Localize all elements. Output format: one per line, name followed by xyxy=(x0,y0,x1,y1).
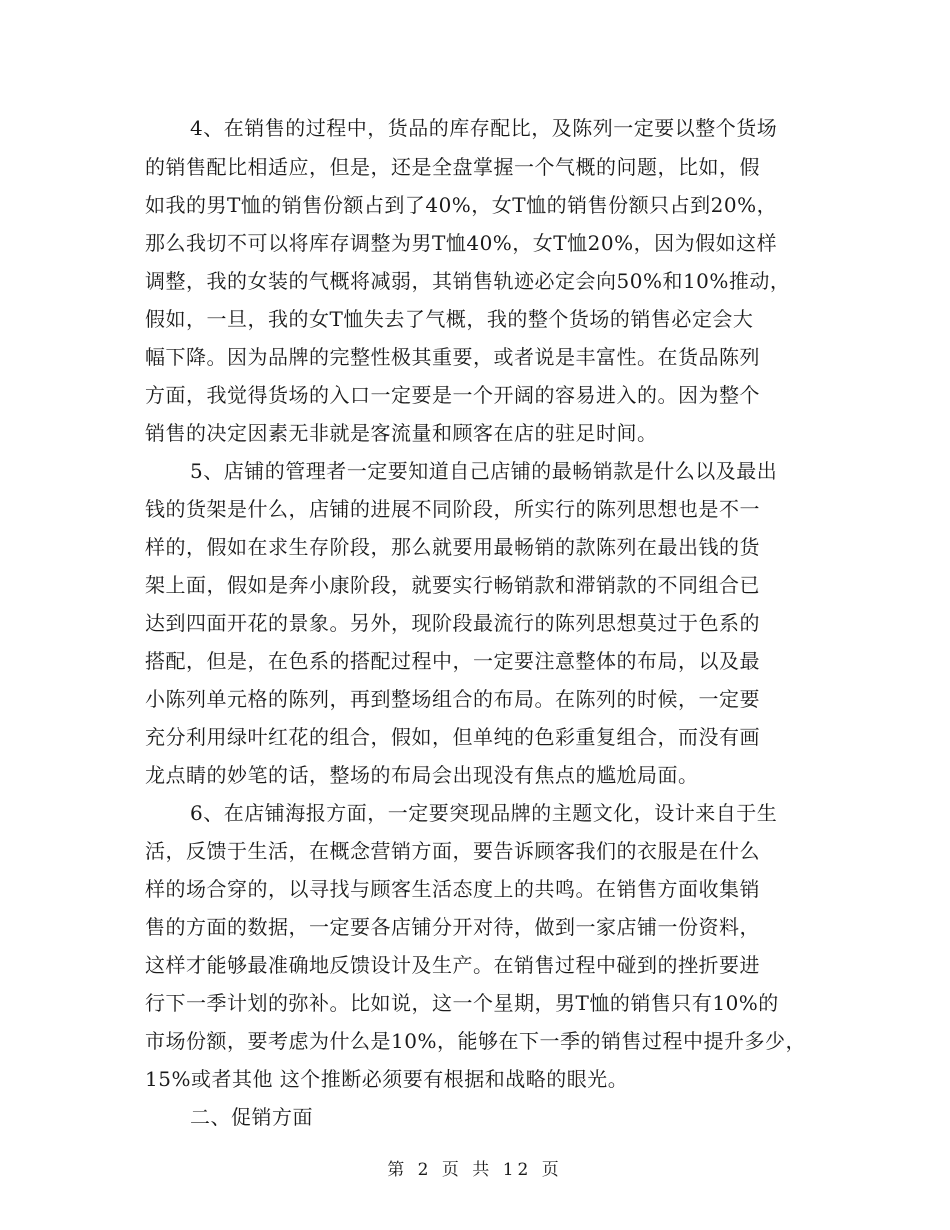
paragraph-4-line-6: 假如，一旦，我的女T恤失去了气概，我的整个货场的销售必定会大 xyxy=(145,307,754,331)
paragraph-5-line-2: 钱的货架是什么，店铺的进展不同阶段，所实行的陈列思想也是不一 xyxy=(145,497,760,521)
paragraph-5-line-7: 小陈列单元格的陈列，再到整场组合的布局。在陈列的时候，一定要 xyxy=(145,687,760,711)
paragraph-4-line-2: 的销售配比相适应，但是，还是全盘掌握一个气概的问题，比如，假 xyxy=(145,155,760,179)
paragraph-5-line-4: 架上面，假如是奔小康阶段，就要实行畅销款和滞销款的不同组合已 xyxy=(145,573,760,597)
paragraph-4-line-4: 那么我切不可以将库存调整为男T恤40%，女T恤20%，因为假如这样 xyxy=(145,231,778,255)
paragraph-4-line-8: 方面，我觉得货场的入口一定要是一个开阔的容易进入的。因为整个 xyxy=(145,383,760,407)
paragraph-4-line-3: 如我的男T恤的销售份额占到了40%，女T恤的销售份额只占到20%， xyxy=(145,193,778,217)
paragraph-6-line-1: 6、在店铺海报方面，一定要突现品牌的主题文化，设计来自于生 xyxy=(190,801,778,825)
paragraph-5-line-5: 达到四面开花的景象。另外，现阶段最流行的陈列思想莫过于色系的 xyxy=(145,611,760,635)
paragraph-4-line-5: 调整，我的女装的气概将减弱，其销售轨迹必定会向50%和10%推动， xyxy=(145,269,791,293)
paragraph-5-line-6: 搭配，但是，在色系的搭配过程中，一定要注意整体的布局，以及最 xyxy=(145,649,760,673)
paragraph-4-line-1: 4、在销售的过程中，货品的库存配比，及陈列一定要以整个货场 xyxy=(190,116,778,140)
page-footer: 第 2 页 共 12 页 xyxy=(387,1160,563,1180)
paragraph-6-line-2: 活，反馈于生活，在概念营销方面，要告诉顾客我们的衣服是在什么 xyxy=(145,839,760,863)
paragraph-5-line-1: 5、店铺的管理者一定要知道自己店铺的最畅销款是什么以及最出 xyxy=(190,459,778,483)
paragraph-5-line-9: 龙点睛的妙笔的话，整场的布局会出现没有焦点的尴尬局面。 xyxy=(145,763,699,787)
section-heading: 二、促销方面 xyxy=(190,1105,313,1129)
paragraph-6-line-4: 售的方面的数据，一定要各店铺分开对待，做到一家店铺一份资料， xyxy=(145,915,760,939)
paragraph-5-line-3: 样的，假如在求生存阶段，那么就要用最畅销的款陈列在最出钱的货 xyxy=(145,535,760,559)
paragraph-5-line-8: 充分利用绿叶红花的组合，假如，但单纯的色彩重复组合，而没有画 xyxy=(145,725,760,749)
paragraph-6-line-3: 样的场合穿的，以寻找与顾客生活态度上的共鸣。在销售方面收集销 xyxy=(145,877,760,901)
paragraph-6-line-8: 15%或者其他 这个推断必须要有根据和战略的眼光。 xyxy=(145,1067,629,1091)
paragraph-6-line-6: 行下一季计划的弥补。比如说，这一个星期，男T恤的销售只有10%的 xyxy=(145,991,779,1015)
paragraph-4-line-9: 销售的决定因素无非就是客流量和顾客在店的驻足时间。 xyxy=(145,421,658,445)
paragraph-6-line-7: 市场份额，要考虑为什么是10%，能够在下一季的销售过程中提升多少， xyxy=(145,1029,806,1053)
paragraph-6-line-5: 这样才能够最准确地反馈设计及生产。在销售过程中碰到的挫折要进 xyxy=(145,953,760,977)
paragraph-4-line-7: 幅下降。因为品牌的完整性极其重要，或者说是丰富性。在货品陈列 xyxy=(145,345,760,369)
